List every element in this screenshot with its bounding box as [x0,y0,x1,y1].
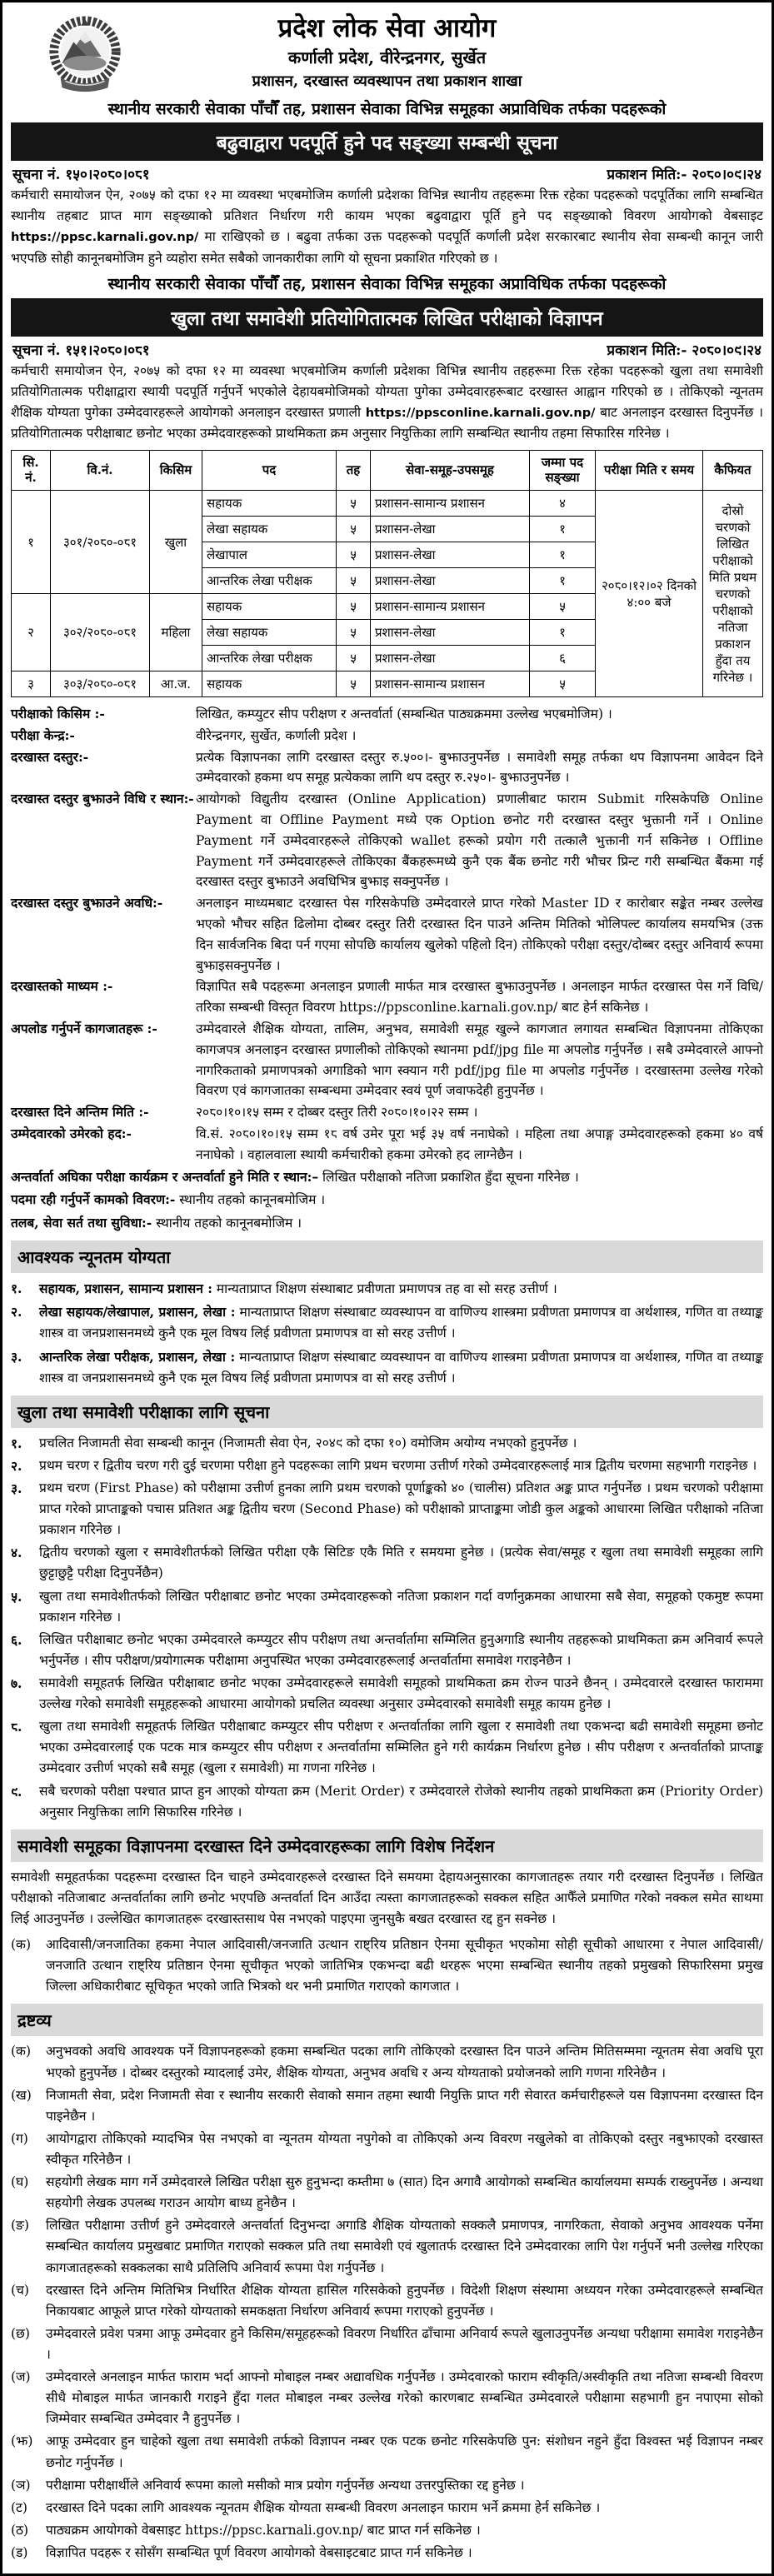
item-number: २. [11,1457,22,1474]
detail-value: प्रत्येक विज्ञापनका लागि दरखास्त दस्तुर रु.५००।- बुझाउनुपर्नेछ । समावेशी समूह तर्फका थप विज्ञापनमा आवेदन दिने उम्मेदवारको हकमा थप समूह प्रत्येकका लागि थप दस्तुर रु.२५०।- बुझाउनुपर्नेछ । [196,749,763,786]
list-item [11,1301,763,1344]
post-service: प्रशासन-सामान्य प्रशासन [371,491,530,517]
item-number: ५. [11,1588,22,1605]
list-item [11,1542,763,1584]
item-text: लिखित परीक्षाबाट छनोट भएका उम्मेदवारले कम्प्युटर सीप परीक्षण तथा अन्तर्वार्तामा सम्मिलित हुनुअगाडि स्थानीय तहहरूको प्राथमिकता क्रम अनिवार्य रूपले भर्नुपर्नेछ । सीप परीक्षण/प्रयोगात्मक परीक्षामा अनुपस्थित भएका उम्मेदवारहरूलाई अन्तर्वार्तामा समावेश गराइनेछैन । [39,1631,763,1668]
list-item [11,2085,763,2127]
item-text: आयोगद्वारा तोकिएको म्यादभित्र पेस नभएको वा न्यूनतम योग्यता नपुगेको वा तोकिएको अन्य विवरण नखुलेको वा तोकिएको दस्तुर नबुझाएको दरखास्त स्वीकृत गरिनेछैन । [46,2130,763,2167]
table-row [12,491,763,517]
item-number: (ज) [11,2369,31,2385]
col-header-advt-no: वि.नं. [51,450,150,491]
item-number: (च) [11,2282,29,2298]
list-item [11,2172,763,2214]
item-number: ३. [11,1480,22,1497]
post-count: ५ [530,594,596,620]
notice1-text-after: मा राखिएको छ । बढुवा तर्फका उक्त पदहरूको पदपूर्ति कर्णाली प्रदेश सरकारबाट स्थानीय सेवा सम्बन्धी कानून जारी भएपछि सोही कानूनबमोजिम हुने व्यहोरा समेत सबैको जानकारीका लागि यो सूचना प्रकाशित गरिएको छ । [11,229,763,266]
post-service: प्रशासन-लेखा [371,517,530,542]
post-level: ५ [337,491,371,517]
post-level: ५ [337,542,371,568]
item-number: ६. [11,1631,22,1648]
post-name: सहायक [202,671,337,697]
item-text: विज्ञापित पदहरू र सोसँग सम्बन्धित पूर्ण विवरण आयोगको वेबसाइटबाट प्राप्त गर्न सकिनेछ । [46,2544,472,2560]
detail-value: २०८०।१०।१५ सम्म र दोब्बर दस्तुर तिरी २०८०।१०।२२ सम्म । [196,1105,478,1121]
item-text: आफू उम्मेदवार हुन चाहेको खुला तथा समावेशी तर्फको विज्ञापन नम्बर एक पटक छनोट गरिसकेपछि पुन: संशोधन नहुने हुँदा विश्वस्त भई विज्ञापन नम्बर छनोट गर्नुपर्नेछ । [46,2434,763,2470]
list-item [11,2520,763,2541]
list-item [11,1433,763,1454]
item-text: सबै चरणको परीक्षा पश्चात प्राप्त हुन आएको योग्यता क्रम (Merit Order) र उम्मेदवारले रोजेको स्थानीय तहको प्राथमिकता क्रम (Priority Order) अनुसार नियुक्तिका लागि सिफारिस गरिनेछ । [39,1783,763,1820]
item-text: लेखा सहायक/लेखापाल, प्रशासन, लेखा : मान्यताप्राप्त शिक्षण संस्थाबाट व्यवस्थापन वा वाणिज्य शास्त्रमा प्रवीणता प्रमाणपत्र वा अर्थशास्त्र, गणित वा तथ्याङ्क शास्त्र वा जनप्रशासनमध्ये कुनै एक मूल विषय लिई प्रवीणता प्रमाणपत्र वा सो सरह उत्तीर्ण । [39,1304,763,1341]
col-header-exam-date: परीक्षा मिति र समय [596,450,703,491]
group3-sn: ३ [12,671,51,697]
list-item [11,2129,763,2170]
item-text: उम्मेदवारले अनलाइन मार्फत फाराम भर्दा आफ्नो मोबाइल नम्बर अद्यावधिक गर्नुपर्नेछ । उम्मेदवारको फाराम स्वीकृति/अस्वीकृति तथा नतिजा सम्बन्धी विवरण सीधै मोबाइल मार्फत जानकारी गराइने हुँदा गलत मोबाइल नम्बर उल्लेख गरेको कारणबाट सम्बन्धित उम्मेदवारले परीक्षामा सहभागी हुन नपाएमा सोको जिम्मेवार सम्बन्धित उम्मेदवार नै हुनुपर्नेछ । [46,2369,763,2427]
detail-label: दरखास्त दस्तुर:- [11,748,89,765]
item-text: उम्मेदवारले प्रवेश पत्रमा आफू उम्मेदवार हुने किसिम/समूहहरूको विवरण निर्धारित ढाँचामा अनिवार्य रूपले खुलाउनुपर्नेछ अन्यथा परीक्षामा समावेश गराइनेछैन । [46,2325,763,2362]
list-item [11,2543,763,2564]
item-text: सहायक, प्रशासन, सामान्य प्रशासन : मान्यताप्राप्त शिक्षण संस्थाबाट प्रवीणता प्रमाणपत्र तह वा सो सरह उत्तीर्ण । [39,1281,557,1297]
exam-details [11,704,763,1234]
open-notice-list [11,1433,763,1823]
item-text: द्वितीय चरणको खुला र समावेशीतर्फको लिखित परीक्षा एकै सिटिङ एकै मिति र समयमा हुनेछ । (प्रत्येक सेवा/समूह र खुला तथा समावेशी समूहका लागि छुट्टाछुट्टै परीक्षा दिनुपर्नेछैन) [39,1545,763,1581]
post-count: ६ [530,646,596,671]
post-level: ५ [337,517,371,542]
col-header-post: पद [202,450,337,491]
list-item [11,1716,763,1779]
post-level: ५ [337,594,371,620]
item-number: २. [11,1304,22,1320]
detail-row-application-fee [11,747,763,789]
item-number: (ञ) [11,2477,31,2493]
vacancy-table [11,450,763,698]
ppsc-website-link[interactable]: https://ppsc.karnali.gov.np/ [11,231,199,245]
detail-value: स्थानीय तहको कानूनबमोजिम । [175,1192,326,1208]
detail-label: दरखास्तको माध्यम :- [11,978,113,995]
item-number: ३. [11,1348,22,1365]
list-item [11,2367,763,2429]
detail-label: परीक्षा केन्द्र:- [11,726,75,743]
post-service: प्रशासन-लेखा [371,568,530,594]
org-branch: प्रशासन, दरखास्त व्यवस्थापन तथा प्रकाशन शाखा [252,72,522,90]
list-item [11,1346,763,1389]
post-service: प्रशासन-लेखा [371,542,530,568]
item-text: खुला तथा समावेशी समूहतर्फ लिखित परीक्षाबाट कम्प्युटर सीप परीक्षण र अन्तर्वार्ताका लागि खुला र समावेशी तथा एकभन्दा बढी समावेशी समूहमा छनोट भएका उम्मेदवारलाई एक पटक मात्र कम्प्युटर सीप परीक्षण र अन्तर्वार्तामा सम्मिलित हुने गरी कार्यक्रम निर्धारण हुनेछ । सीप परीक्षण र अन्तर्वार्ताको प्राप्ताङ्क उम्मेदवार उत्तीर्ण भएको सबै समूह (खुला र समावेशी) मा गणना गरिनेछ । [39,1719,763,1776]
detail-row-exam-center [11,726,763,746]
notice2-number: सूचना नं. १५१।२०८०।०८१ [12,342,150,359]
item-text: समावेशी समूहतर्फ लिखित परीक्षाबाट छनोट भएका उम्मेदवारहरूले समावेशी समूहको प्राथमिकता क्रम रोज्न पाउने छैनन् । उम्मेदवारले दरखास्त फाराममा उल्लेख गरेको समावेशी समूहहरूको आधारमा आयोगको प्रचलित व्यवस्था अनुसार उम्मेदवारको समावेशी समूह कायम हुनेछ । [39,1675,763,1712]
item-number: (घ) [11,2174,29,2190]
item-number: (ड) [11,2544,28,2560]
list-item [11,2475,763,2496]
item-text: परीक्षामा परीक्षार्थीले अनिवार्य रूपमा कालो मसीको मात्र प्रयोग गर्नुपर्नेछ अन्यथा उत्तरपुस्तिका रद्द हुनेछ । [46,2477,525,2493]
item-number: (ख) [11,2087,32,2103]
post-count: ५ [530,671,596,697]
document-subtitle-2: स्थानीय सरकारी सेवाका पाँचौँ तह, प्रशासन सेवाका विभिन्न समूहका अप्राविधिक तर्फका पदहरूको [107,275,667,294]
detail-label: अपलोड गर्नुपर्ने कागजातहरू :- [11,1021,157,1036]
col-header-sn: सि. नं. [12,450,51,491]
detail-label: दरखास्त दिने अन्तिम मिति :- [11,1104,149,1121]
special-directions-list [11,1934,763,1997]
post-count: १ [530,542,596,568]
detail-value: आयोगको विद्युतीय दरखास्त (Online Application) प्रणालीबाट फाराम Submit गरिसकेपछि Online Payment वा Offline Payment मध्ये एक Option छनोट गरी दरखास्त दस्तुर भुक्तानी गर्ने । Online Payment गर्ने उम्मेदवारहरूले तोकिएको wallet हरूको प्रयोग गरी तत्कालै भुक्तानी गर्न सकिनेछ । Offline Payment गर्ने उम्मेदवारहरूले तोकिएका बैंकहरूमध्ये कुनै एक बैंक छनोट गरी भौचर प्रिन्ट गरी सम्बन्धित बैंकमा गई दरखास्त दस्तुर बुझाउने अवधिभित्र बुझाइ सक्नुपर्नेछ । [196,791,763,890]
col-header-type: किसिम [150,450,202,491]
detail-row-age-limit [11,1124,763,1166]
post-service: प्रशासन-सामान्य प्रशासन [371,594,530,620]
item-number: (ग) [11,2130,28,2146]
list-item [11,1278,763,1300]
detail-row-application-medium [11,976,763,1018]
detail-row-documents-to-upload [11,1019,763,1101]
post-count: ४ [530,491,596,517]
detail-label: दरखास्त दस्तुर बुझाउने विधि र स्थान:- [11,791,194,807]
col-header-total-posts: जम्मा पद सङ्ख्या [530,450,596,491]
detail-value: विज्ञापित सबै पदहरूमा अनलाइन प्रणाली मार्फत मात्र दरखास्त बुझाउनुपर्नेछ । अनलाइन मार्फत दरखास्त पेस गर्ने विधि/तरिका सम्बन्धी विस्तृत विवरण https://ppsconline.karnali.gov.np/ बाट हेर्न सकिनेछ । [196,979,763,1016]
item-text: प्रथम चरण र द्वितीय चरण गरी दुई चरणमा परीक्षा हुने पदहरूका लागि प्रथम चरणमा उत्तीर्ण गरेको उम्मेदवारहरूलाई मात्र द्वितीय चरणमा सहभागी गराइनेछ । [39,1457,757,1473]
detail-row-fee-payment-method [11,789,763,892]
post-count: १ [530,620,596,646]
notice2-text-before: कर्मचारी समायोजन ऐन, २०७५ को दफा १२ मा व्यवस्था भएबमोजिम कर्णाली प्रदेशका विभिन्न स्थानीय तहहरूमा रिक्त रहेका पदहरूको खुला तथा समावेशी प्रतियोगितात्मक परीक्षाद्वारा स्थायी पदपूर्ति गर्नुपर्ने भएकोले देहायबमोजिमको योग्यता पुगेका उम्मेदवारहरूबाट दरखास्त आह्वान गरिएको छ । तोकिएको न्यूनतम शैक्षिक योग्यता पुगेका उम्मेदवारहरूले आयोगको अनलाइन दरखास्त प्रणाली [11,362,763,420]
item-text: आन्तरिक लेखा परीक्षक, प्रशासन, लेखा : मान्यताप्राप्त शिक्षण संस्थाबाट व्यवस्थापन वा वाणिज्य शास्त्रमा प्रवीणता प्रमाणपत्र वा अर्थशास्त्र, गणित वा तथ्याङ्क शास्त्र वा जनप्रशासनमध्ये कुनै एक मूल विषय लिई प्रवीणता प्रमाणपत्र वा सो सरह उत्तीर्ण । [39,1348,763,1385]
item-number: (ठ) [11,2522,29,2538]
post-level: ५ [337,646,371,671]
group3-type: आ.ज. [150,671,202,697]
group1-advt-no: ३०१/२०८०-०८१ [51,491,150,594]
document-subtitle-1: स्थानीय सरकारी सेवाका पाँचौँ तह, प्रशासन सेवाका विभिन्न समूहका अप्राविधिक तर्फका पदहरूको [107,99,667,118]
post-count: १ [530,568,596,594]
post-name: सहायक [202,594,337,620]
post-level: ५ [337,671,371,697]
item-number: १. [11,1281,22,1297]
item-text: अनुभवको अवधि आवश्यक पर्ने विज्ञापनहरूको हकमा सम्बन्धित पदका लागि तोकिएको दरखास्त दिन पाउने अन्तिम मितिसम्ममा न्यूनतम सेवा अवधि पूरा भएको हुनुपर्नेछ । दोब्बर दस्तुरको म्यादलाई उमेर, शैक्षिक योग्यता, अनुभव अवधि र अन्य योग्यताको प्रयोजनको लागि गणना गरिनेछैन । [46,2044,763,2080]
list-item [11,2041,763,2083]
item-text: लिखित परीक्षामा उत्तीर्ण हुने उम्मेदवारले अन्तर्वार्ता दिनुभन्दा अगाडि शैक्षिक योग्यताको सक्कलै प्रमाणपत्र, नागरिकता, सेवाको अनुभव आवश्यक पर्नेमा सम्बन्धित कार्यालय प्रमुखबाट प्रमाणित गराएको सक्कल प्रति तथा समावेशी एवं खुलातर्फ दरखास्त दिने उम्मेदवारका लागि पेश गर्नुपर्ने भनी उल्लेख गरिएका कागजातहरूको सक्कलका साथै प्रतिलिपि अनिवार्य रूपमा पेश गर्नुपर्नेछ । [46,2218,763,2275]
detail-label: पदमा रही गर्नुपर्ने कामको विवरण:- [11,1191,176,1208]
notice1-meta [12,164,762,183]
post-level: ५ [337,620,371,646]
list-item [11,1586,763,1628]
list-item [11,2324,763,2365]
post-name: आन्तरिक लेखा परीक्षक [202,568,337,594]
item-text: पाठ्यक्रम आयोगको वेबसाइट https://ppsc.karnali.gov.np/ बाट प्राप्त गर्न सकिनेछ । [46,2522,481,2538]
list-item [11,1455,763,1476]
group1-type: खुला [150,491,202,594]
post-name: लेखा सहायक [202,517,337,542]
detail-value: लिखित परीक्षाको नतिजा प्रकाशित हुँदा सूचना गरिनेछ । [318,1169,579,1185]
list-item [11,2215,763,2278]
col-header-remarks: कैफियत [703,450,763,491]
post-name: सहायक [202,491,337,517]
notes-list [11,2041,763,2564]
post-service: प्रशासन-लेखा [371,646,530,671]
detail-value: वि.सं. २०८०।१०।१५ सम्म १८ वर्ष उमेर पूरा भई ३५ वर्ष ननाघेको । महिला तथा अपाङ्ग उम्मेदवारहरूको हकमा ४० वर्ष ननाघेको । वहालवाला स्थायी कर्मचारीको हकमा उमेरको हद लाग्नेछैन । [196,1126,763,1162]
post-name: लेखा सहायक [202,620,337,646]
detail-value: उम्मेदवारले शैक्षिक योग्यता, तालिम, अनुभव, समावेशी समूह खुल्ने कागजात लगायत सम्बन्धित विज्ञापनमा तोकिएका कागजपत्र अनलाइन दरखास्त प्रणालीको तोकिएको स्थानमा pdf/jpg file मा अपलोड गर्नुपर्नेछ । सबै उम्मेदवारले आफ्नो नागरिकताको प्रमाणपत्रको अगाडिको भाग स्क्यान गरी pdf/jpg file मा अपलोड गर्नुपर्नेछ । दरखास्तमा उल्लेख गरेको विवरण एवं कागजातका सम्बन्धमा उम्मेदवार स्वयं पूर्ण जवाफदेही हुनुपर्नेछ । [196,1021,763,1099]
detail-inline-job-description [11,1189,763,1211]
list-item [11,1478,763,1540]
item-text: दरखास्त दिने अन्तिम मितिभित्र निर्धारित शैक्षिक योग्यता हासिल गरिसकेको हुनुपर्नेछ । विदेशी शिक्षण संस्थामा अध्ययन गरेका उम्मेदवारहरूले सम्बन्धित निकायबाट आफूले प्राप्त गरेको योग्यताको समकक्षता निर्धारण अनिवार्य रूपमा गराएको हुनुपर्नेछ । [46,2282,763,2319]
qualifications-list [11,1278,763,1389]
promotion-notice-banner: बढुवाद्वारा पदपूर्ति हुने पद सङ्ख्या सम्बन्धी सूचना [11,122,763,161]
list-item [11,2280,763,2322]
detail-label: उम्मेदवारको उमेरको हद:- [11,1125,132,1141]
item-text: दरखास्त दिने पदका लागि आवश्यक न्यूनतम शैक्षिक योग्यता सम्बन्धी विवरण अनलाइन फाराम भर्ने क्रममा हेर्न सकिनेछ । [46,2499,601,2515]
item-number: (क) [11,1937,31,1953]
notice2-meta [12,340,762,359]
detail-label: परीक्षाको किसिम :- [11,706,105,722]
detail-row-application-deadline [11,1102,763,1123]
detail-value: अनलाइन माध्यमबाट दरखास्त पेस गरिसकेपछि उम्मेदवारले प्राप्त गरेको Master ID र कारोबार सङ्केत नम्बर उल्लेख भएको भौचर सहित ढिलोमा दोब्बर दस्तुर तिरी दरखास्त दिन पाउने अन्तिम मितिको भोलिपल्ट कार्यालय समयभित्र (उक्त दिन सार्वजनिक बिदा पर्न गएमा सोपछि कार्यालय खुलेको पहिलो दिन) तोकिएको परीक्षा दस्तुर/दोब्बर दस्तुर अनिवार्य रूपमा बुझाइसक्नुपर्नेछ । [196,896,763,973]
item-number: ७. [11,1675,22,1692]
remarks-cell: दोस्रो चरणको लिखित परीक्षाको मिति प्रथम चरणको परीक्षाको नतिजा प्रकाशन हुँदा तय गरिनेछ । [703,491,763,697]
post-name: लेखापाल [202,542,337,568]
detail-label: दरखास्त दस्तुर बुझाउने अवधि:- [11,895,163,911]
notice1-publish-date: प्रकाशन मिति:- २०८०।०९।२४ [607,167,762,184]
detail-value: वीरेन्द्रनगर, सुर्खेत, कर्णाली प्रदेश । [196,727,357,743]
detail-label: अन्तर्वार्ता अघिका परीक्षा कार्यक्रम र अन्तर्वार्ता हुने मिति र स्थान:– [11,1168,319,1185]
post-name: आन्तरिक लेखा परीक्षक [202,646,337,671]
section-heading-open-notice: खुला तथा समावेशी परीक्षाका लागि सूचना [11,1395,763,1428]
item-text: खुला तथा समावेशीतर्फको लिखित परीक्षाबाट छनोट भएका उम्मेदवारहरूको नतिजा प्रकाशन गर्दा वर्णानुक्रमका आधारमा सबै सेवा, समूहको एकमुष्ट रूपमा प्रकाशन गरिनेछ । [39,1588,763,1625]
item-number: (झ) [11,2434,33,2449]
special-directions-intro: समावेशी समूहतर्फका पदहरूमा दरखास्त दिन चाहने उम्मेदवारहरूले दरखास्त दिने समयमा देहायअनुसारका कागजातहरू तयार गरी दरखास्त दिनुपर्नेछ । लिखित परीक्षाको नतिजाबाट अन्तर्वार्ताका लागि छनोट भएपछि अन्तर्वार्ता दिन आउँदा त्यस्ता कागजातहरूको सक्कल सहित आफैँले प्रमाणित गरेको नक्कल समेत साथमा लिई आउनुपर्नेछ । उल्लेखित कागजातहरू दरखास्तसाथ पेस नभएको पाइएमा जुनसुकै बखत दरखास्त रद्द हुन सक्नेछ । [11,1869,763,1926]
notice1-paragraph [11,185,763,269]
detail-row-fee-payment-period [11,893,763,976]
col-header-level: तह [337,450,371,491]
group2-type: महिला [150,594,202,671]
detail-inline-salary-benefits [11,1212,763,1235]
notice2-paragraph [11,361,763,445]
exam-date-cell: २०८०।१२।०२ दिनको ४:०० बजे [596,491,703,697]
item-number: (क) [11,2044,31,2059]
detail-value: लिखित, कम्प्युटर सीप परीक्षण र अन्तर्वार्ता (सम्बन्धित पाठ्यक्रममा उल्लेख भएबमोजिम) । [196,706,612,722]
list-item [11,1673,763,1715]
item-number: (छ) [11,2325,30,2341]
section-heading-special-directions: समावेशी समूहका विज्ञापनमा दरखास्त दिने उम्मेदवारहरूका लागि विशेष निर्देशन [11,1830,763,1862]
notice1-number: सूचना नं. १५०।२०८०।०८१ [12,167,150,184]
list-item [11,2431,763,2473]
item-text: आदिवासी/जनजातिका हकमा नेपाल आदिवासी/जनजाति उत्थान राष्ट्रिय प्रतिष्ठान ऐनमा सूचीकृत भएकोमा सोही सूचीको आधारमा र नेपाल आदिवासी/जनजाति उत्थान राष्ट्रिय प्रतिष्ठान ऐनमा सूचीकृत भएको जातिभित्र एकभन्दा बढी थरहरू भएमा सम्बन्धित स्थानीय तहको प्रमुखको सिफारिसमा प्रमुख जिल्ला अधिकारीबाट सूचिकृत भएको जाति भित्रको थर भनी प्रमाणित गराएको कागजात । [46,1937,763,1994]
item-number: ८. [11,1719,22,1735]
document-header [11,7,763,96]
detail-row-exam-type [11,704,763,725]
detail-value: स्थानीय तहको कानूनबमोजिम । [152,1215,302,1231]
list-item [11,1934,763,1997]
post-service: प्रशासन-लेखा [371,620,530,646]
item-text: निजामती सेवा, प्रदेश निजामती सेवा र स्थानीय सरकारी सेवाको समान तहमा स्थायी नियुक्ति प्राप्त गरी सेवारत कर्मचारीहरूले यस विज्ञापनमा दरखास्त दिन पाइनेछैन । [46,2087,763,2124]
ppsc-online-application-link[interactable]: https://ppsconline.karnali.gov.np/ [365,406,596,420]
detail-inline-interview-schedule [11,1166,763,1189]
notice2-text-after: बाट अनलाइन दरखास्त दिनुपर्नेछ । प्रतियोगितात्मक परीक्षाबाट छनोट भएका उम्मेदवारहरूको प्राथमिकता क्रम अनुसार नियुक्तिका लागि सम्बन्धित स्थानीय तहमा सिफारिस गरिनेछ । [11,404,763,442]
section-heading-notes: द्रष्टव्य [11,2004,763,2036]
group1-sn: १ [12,491,51,594]
post-service: प्रशासन-सामान्य प्रशासन [371,671,530,697]
list-item [11,1630,763,1671]
group3-advt-no: ३०३/२०८०-०८१ [51,671,150,697]
item-number: १. [11,1435,22,1451]
item-number: ९. [11,1783,22,1800]
list-item [11,1781,763,1823]
post-count: १ [530,517,596,542]
group2-advt-no: ३०२/२०८०-०८१ [51,594,150,671]
item-text: सहयोगी लेखक माग गर्ने उम्मेदवारले लिखित परीक्षा सुरु हुनुभन्दा कम्तीमा ७ (सात) दिन अगावै आयोगको सम्बन्धित कार्यालयमा सम्पर्क राख्नुपर्नेछ । अन्यथा सहयोगी लेखक उपलब्ध गराउन आयोग बाध्य हुनेछैन । [46,2174,763,2211]
commission-emblem-icon [36,14,134,96]
col-header-service-group: सेवा-समूह-उपसमूह [371,450,530,491]
group2-sn: २ [12,594,51,671]
notice2-publish-date: प्रकाशन मिति:- २०८०।०९।२४ [607,342,762,359]
item-number: (ट) [11,2499,27,2515]
notice1-text-before: कर्मचारी समायोजन ऐन, २०७५ को दफा १२ मा व्यवस्था भएबमोजिम कर्णाली प्रदेशका विभिन्न स्थानीय तहहरूमा रिक्त रहेका पदहरूको पदपूर्तिका लागि सम्बन्धित स्थानीय तहबाट प्राप्त माग सङ्ख्याको प्रतिशत निर्धारण गरी कायम भएका बढुवाद्वारा पूर्ति हुने पद सङ्ख्याको विवरण आयोगको वेबसाइट [11,187,763,224]
item-number: (ङ) [11,2218,29,2234]
item-text: प्रथम चरण (First Phase) को परीक्षामा उत्तीर्ण हुनका लागि प्रथम चरणको पूर्णाङ्कको ४० (चालीस) प्रतिशत अङ्क प्राप्त गर्नुपर्नेछ । प्रथम चरणको परीक्षामा प्राप्त गरेको प्राप्ताङ्कको पचास प्रतिशत अङ्क द्वितीय चरण (Second Phase) को परीक्षाको प्राप्ताङ्कमा जोडी कुल अङ्कको आधारमा लिखित परीक्षाको नतिजा प्रकाशन गरिनेछ । [39,1480,763,1538]
org-title: प्रदेश लोक सेवा आयोग [277,13,497,43]
vacancy-table-header-row [12,450,763,491]
org-address: कर्णाली प्रदेश, वीरेन्द्रनगर, सुर्खेत [287,47,487,67]
item-text: प्रचलित निजामती सेवा सम्बन्धी कानून (निजामती सेवा ऐन, २०४९ को दफा १०) वमोजिम अयोग्य नभएको हुनुपर्नेछ । [39,1435,577,1450]
section-heading-qualifications: आवश्यक न्यूनतम योग्यता [11,1241,763,1273]
open-exam-advert-banner: खुला तथा समावेशी प्रतियोगितात्मक लिखित परीक्षाको विज्ञापन [11,298,763,337]
detail-label: तलब, सेवा सर्त तथा सुविधा:- [11,1214,152,1231]
list-item [11,2498,763,2519]
item-number: ४. [11,1545,22,1561]
post-level: ५ [337,568,371,594]
